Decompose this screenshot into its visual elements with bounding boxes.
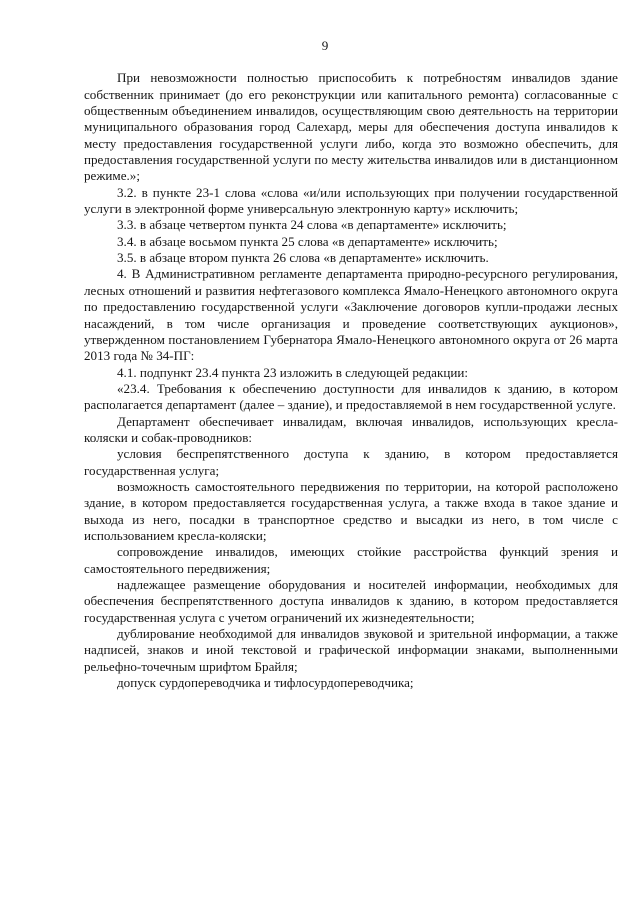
- paragraph-equipment-placement: надлежащее размещение оборудования и носителей информации, необходимых для обеспечения беспрепятственного доступа инвалидов к зданию, в котором предоставляется государственная услуга с учетом ограничений их жизнедеятельности;: [84, 577, 618, 625]
- paragraph-3-2: 3.2. в пункте 23-1 слова «слова «и/или использующих при получении государственной услуги в электронной форме универсальную электронную карту» исключить;: [84, 184, 618, 217]
- paragraph-department-provides: Департамент обеспечивает инвалидам, включая инвалидов, использующих кресла-коляски и собак-проводников:: [84, 413, 618, 445]
- paragraph-3-4: 3.4. в абзаце восьмом пункта 25 слова «в департаменте» исключить;: [117, 233, 498, 249]
- paragraph-23-4: «23.4. Требования к обеспечению доступности для инвалидов к зданию, в котором располагается департамент (далее – здание), и предоставляемой в нем государственной услуге.: [84, 380, 618, 413]
- paragraph-4-1: 4.1. подпункт 23.4 пункта 23 изложить в следующей редакции:: [117, 364, 469, 380]
- paragraph-interpreter-admission: допуск сурдопереводчика и тифлосурдопереводчика;: [117, 675, 414, 691]
- paragraph-1: При невозможности полностью приспособить к потребностям инвалидов здание собственник принимает (до его реконструкции или капитального ремонта) согласованные с общественным объединением инвалидов, осуществляющим свою деятельность на территории муниципального образования город Салехард, меры для обеспечения доступа инвалидов к месту предоставления государственной услуги либо, когда это возможно обеспечить, для предоставления государственной услуги по месту жительства инвалидов или в дистанционном режиме.»;: [84, 70, 618, 184]
- paragraph-duplication: дублирование необходимой для инвалидов звуковой и зрительной информации, а также надписей, знаков и иной текстовой и графической информации знаками, выполненными рельефно-точечным шрифтом Брайля;: [84, 626, 618, 674]
- paragraph-3-5: 3.5. в абзаце втором пункта 26 слова «в департаменте» исключить.: [117, 250, 489, 266]
- paragraph-3-3: 3.3. в абзаце четвертом пункта 24 слова «в департаменте» исключить;: [117, 217, 507, 233]
- paragraph-access-conditions: условия беспрепятственного доступа к зданию, в котором предоставляется государственная услуга;: [84, 446, 618, 478]
- page-number: 9: [321, 38, 329, 53]
- paragraph-independent-movement: возможность самостоятельного передвижения по территории, на которой расположено здание, в котором предоставляется государственная услуга, а также входа в такое здание и выхода из него, посадки в транспортное средство и высадки из него, в том числе с использованием кресла-коляски;: [84, 478, 618, 543]
- paragraph-escort: сопровождение инвалидов, имеющих стойкие расстройства функций зрения и самостоятельного передвижения;: [84, 544, 618, 576]
- paragraph-4: 4. В Административном регламенте департамента природно-ресурсного регулирования, лесных отношений и развития нефтегазового комплекса Ямало-Ненецкого автономного округа по предоставлению государственной услуги «Заключение договоров купли-продажи лесных насаждений, в том числе организация и проведение соответствующих аукционов», утвержденном постановлением Губернатора Ямало-Ненецкого автономного округа от 26 марта 2013 года № 34-ПГ:: [84, 266, 618, 364]
